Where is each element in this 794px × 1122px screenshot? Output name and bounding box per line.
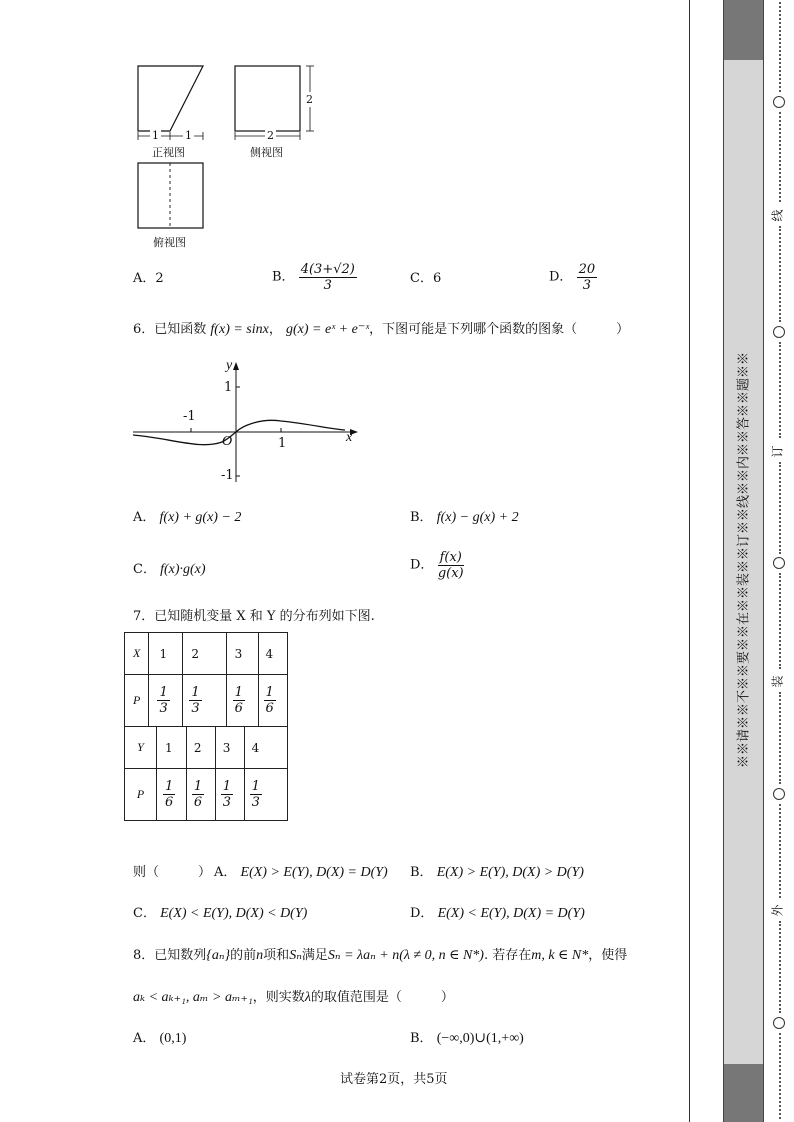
q8-lambda: λ: [304, 990, 311, 1005]
prob-numerator: 1: [251, 779, 260, 794]
q7-then-text: 则（ ）: [133, 865, 212, 880]
option-fraction: [577, 262, 598, 293]
fraction-numerator: 20: [578, 262, 596, 277]
q6-option-c[interactable]: [133, 562, 206, 578]
table-y-value: 4: [244, 727, 287, 769]
graph-y-label: y: [226, 358, 233, 373]
prob-denominator: 3: [191, 701, 200, 716]
distribution-table-x: [124, 632, 288, 727]
option-expression: E(X) < E(Y), D(X) < D(Y): [160, 906, 308, 921]
binding-char-order: 订: [770, 445, 785, 458]
q8-option-a[interactable]: [133, 1031, 186, 1047]
cut-line-segment: [779, 226, 785, 322]
table-x-prob: [226, 675, 258, 727]
front-dim-right: 1: [185, 129, 192, 142]
binding-strip-bottom-block: [723, 1064, 764, 1122]
table-x-prob: [149, 675, 183, 727]
q5-option-d[interactable]: [549, 262, 597, 293]
table-y-prob: [244, 769, 287, 821]
cut-line-segment: [779, 112, 785, 202]
table-x-var: X: [125, 633, 149, 675]
table-x-value: 3: [226, 633, 258, 675]
option-letter: D．: [410, 906, 434, 921]
cut-line-segment: [779, 573, 785, 669]
q6-option-d[interactable]: [410, 550, 464, 581]
q8-sequence: {aₙ}: [206, 948, 231, 963]
q7-option-a[interactable]: [214, 865, 388, 881]
option-letter: D．: [410, 557, 434, 573]
prob-numerator: 1: [164, 779, 174, 794]
table-y-p-label: P: [125, 769, 157, 821]
cut-line-segment: [779, 2, 785, 92]
q8-inequality: aₖ < aₖ₊₁, aₘ > aₘ₊₁: [133, 990, 253, 1005]
front-dim-left: 1: [152, 129, 159, 142]
table-x-prob: [183, 675, 226, 727]
option-fraction: [438, 550, 464, 581]
option-letter: C．: [410, 271, 433, 286]
binding-char-outer: 外: [770, 904, 785, 917]
q7-option-d[interactable]: [410, 906, 585, 922]
q8-text: ，则实数: [252, 990, 305, 1005]
q8-text: 的前: [230, 948, 257, 963]
q6-option-a[interactable]: [133, 510, 241, 526]
side-dim-bottom: 2: [267, 129, 274, 142]
q8-text: 项和: [263, 948, 290, 963]
binding-hole-circle: [773, 326, 785, 338]
fraction-numerator: 4(3+√2): [300, 262, 355, 277]
fraction-denominator: g(x): [437, 566, 464, 581]
prob-numerator: 1: [191, 685, 200, 700]
prob-denominator: 6: [164, 795, 174, 810]
page-footer: 试卷第2页，共5页: [340, 1072, 448, 1087]
q5-option-c[interactable]: [410, 271, 441, 287]
table-x-p-label: P: [125, 675, 149, 727]
q8-stem-line1: [133, 948, 627, 964]
q6-f-definition: f(x) = sinx: [210, 322, 269, 337]
option-expression: E(X) < E(Y), D(X) = D(Y): [437, 906, 585, 921]
option-value: 6: [432, 271, 442, 286]
option-letter: B．: [410, 865, 433, 880]
q6-stem-prefix: 6．已知函数: [133, 322, 207, 337]
prob-numerator: 1: [159, 685, 168, 700]
binding-hole-circle: [773, 1017, 785, 1029]
option-letter: A．: [133, 1031, 156, 1046]
binding-strip-border: [689, 0, 690, 1122]
q7-option-b[interactable]: [410, 865, 584, 881]
fraction-numerator: f(x): [439, 550, 462, 565]
graph-tick-y-pos: 1: [224, 380, 233, 395]
q8-mk: m, k ∈ N*: [531, 948, 589, 963]
binding-hole-circle: [773, 96, 785, 108]
prob-denominator: 3: [222, 795, 232, 810]
q8-stem-line2: [133, 990, 454, 1006]
q7-stem: 7．已知随机变量 X 和 Y 的分布列如下图.: [133, 609, 375, 624]
option-letter: C．: [133, 562, 156, 577]
top-view-label: 俯视图: [153, 236, 186, 249]
prob-numerator: 1: [234, 685, 243, 700]
cut-line-segment: [779, 921, 785, 1013]
option-fraction: [299, 262, 357, 293]
graph-tick-x-neg: -1: [183, 409, 196, 424]
q6-stem-suffix: ，下图可能是下列哪个函数的图象（ ）: [369, 322, 630, 337]
q8-text: 满足: [301, 948, 328, 963]
q8-condition: Sₙ = λaₙ + n(λ ≠ 0, n ∈ N*): [327, 948, 484, 963]
cut-line-segment: [779, 692, 785, 784]
distribution-table-y: [124, 726, 288, 821]
option-expression: E(X) > E(Y), D(X) = D(Y): [240, 865, 388, 880]
table-x-value: 2: [183, 633, 226, 675]
option-letter: B．: [410, 510, 433, 525]
q6-g-definition: g(x) = eˣ + e⁻ˣ: [286, 322, 370, 337]
table-y-var: Y: [125, 727, 157, 769]
q8-text: . 若存在: [483, 948, 532, 963]
binding-strip-top-block: [723, 0, 764, 60]
option-value: 2: [155, 271, 164, 286]
top-view-shape: [138, 163, 203, 228]
prob-denominator: 3: [251, 795, 260, 810]
option-letter: A．: [214, 865, 237, 880]
q8-text: 的取值范围是（ ）: [310, 990, 454, 1005]
option-expression: f(x)·g(x): [160, 562, 206, 577]
table-x-prob: [258, 675, 288, 727]
q8-text: ，使得: [588, 948, 628, 963]
binding-char-bind: 装: [770, 675, 785, 688]
option-letter: A．: [133, 510, 156, 525]
prob-denominator: 6: [265, 701, 274, 716]
q6-stem: [133, 322, 629, 338]
prob-numerator: 1: [222, 779, 232, 794]
cut-line-segment: [779, 342, 785, 438]
y-axis-arrow: [233, 362, 239, 370]
q8-text: 8．已知数列: [133, 948, 207, 963]
table-y-prob: [186, 769, 215, 821]
q6-option-b[interactable]: [410, 510, 519, 526]
q5-option-b[interactable]: [272, 262, 357, 293]
binding-warning-text: ※※请※※不※※要※※在※※装※※订※※线※※内※※答※※题※※: [736, 351, 752, 769]
fraction-denominator: 3: [582, 278, 591, 293]
option-expression: (0,1): [159, 1031, 187, 1046]
cut-line-segment: [779, 804, 785, 898]
cut-line-segment: [779, 1033, 785, 1119]
prob-denominator: 6: [234, 701, 243, 716]
side-view-label: 侧视图: [250, 146, 283, 159]
q8-option-b[interactable]: [410, 1031, 524, 1047]
prob-denominator: 3: [159, 701, 168, 716]
table-y-prob: [215, 769, 244, 821]
front-view-label: 正视图: [152, 146, 185, 159]
option-letter: B．: [410, 1031, 433, 1046]
prob-denominator: 6: [193, 795, 203, 810]
table-y-value: 3: [215, 727, 244, 769]
q7-option-c[interactable]: [133, 906, 307, 922]
q6-function-graph: [130, 358, 365, 488]
binding-char-line: 线: [770, 209, 785, 222]
table-x-value: 1: [149, 633, 183, 675]
option-expression: E(X) > E(Y), D(X) > D(Y): [436, 865, 584, 880]
binding-hole-circle: [773, 788, 785, 800]
table-x-value: 4: [258, 633, 288, 675]
table-y-value: 2: [186, 727, 215, 769]
cut-line-segment: [779, 462, 785, 554]
option-letter: B．: [272, 269, 295, 285]
q5-option-a[interactable]: [133, 271, 164, 287]
table-y-value: 1: [156, 727, 186, 769]
prob-numerator: 1: [265, 685, 274, 700]
prob-numerator: 1: [193, 779, 203, 794]
graph-origin-label: O: [222, 434, 233, 449]
graph-x-label: x: [346, 430, 353, 445]
q8-sn-var: Sₙ: [289, 948, 302, 963]
graph-tick-y-neg: -1: [221, 468, 234, 483]
q8-n-var: n: [256, 948, 264, 963]
option-expression: f(x) + g(x) − 2: [159, 510, 242, 525]
function-curve: [133, 420, 345, 444]
option-letter: D．: [549, 269, 573, 285]
option-letter: C．: [133, 906, 156, 921]
option-expression: f(x) − g(x) + 2: [436, 510, 519, 525]
graph-tick-x-pos: 1: [278, 436, 287, 451]
q6-separator: ，: [268, 322, 282, 337]
option-letter: A．: [133, 271, 156, 286]
binding-hole-circle: [773, 557, 785, 569]
side-dim-right: 2: [306, 93, 313, 106]
option-expression: (−∞,0)∪(1,+∞): [436, 1031, 524, 1046]
fraction-denominator: 3: [323, 278, 332, 293]
table-y-prob: [156, 769, 186, 821]
